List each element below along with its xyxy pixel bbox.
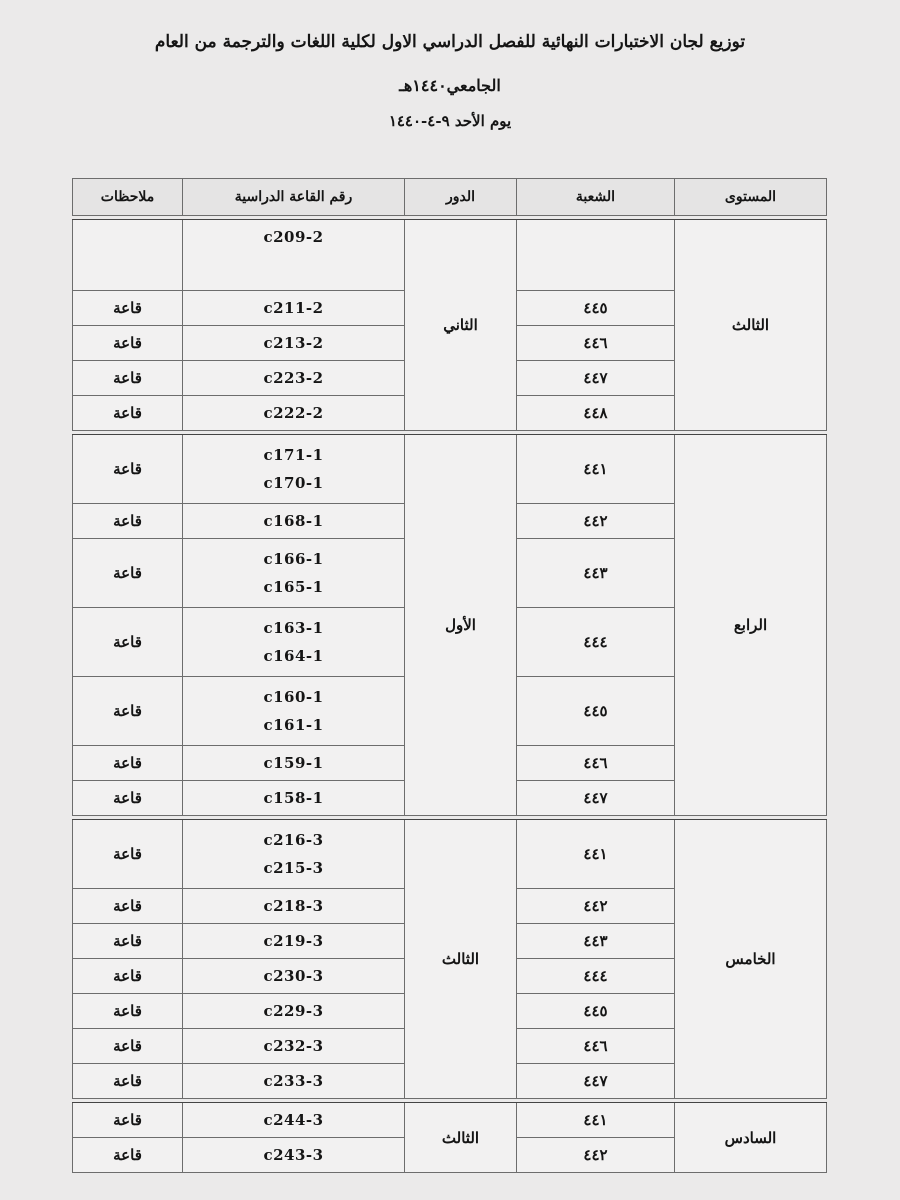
room-number-cell (183, 1138, 405, 1173)
room-list (183, 446, 404, 492)
room-number: 1-c159 (263, 754, 324, 772)
room-number-cell (183, 361, 405, 396)
room-list (183, 619, 404, 665)
room-number-cell (183, 1103, 405, 1138)
column-header-level: المستوى (675, 179, 827, 216)
title-line-3: يوم الأحد ٩-٤-١٤٤٠ (388, 112, 512, 130)
room-number: 3-c232 (263, 1037, 324, 1055)
room-number-cell (183, 1029, 405, 1064)
room-number: 3-c230 (263, 967, 324, 985)
room-list (183, 932, 404, 950)
room-number: 1-c170 (263, 474, 324, 492)
notes-cell: قاعة (73, 1064, 183, 1099)
room-list (183, 299, 404, 317)
room-list (183, 1111, 404, 1129)
room-number-cell (183, 396, 405, 431)
notes-cell: قاعة (73, 396, 183, 431)
notes-cell: قاعة (73, 959, 183, 994)
room-list (183, 831, 404, 877)
room-number: 2-c211 (263, 299, 324, 317)
section-number-cell: ٤٤٢ (517, 889, 675, 924)
section-number-cell: ٤٤٧ (517, 361, 675, 396)
level-cell: السادس (675, 1103, 827, 1173)
room-number: 2-c222 (263, 404, 324, 422)
room-number: 3-c229 (263, 1002, 324, 1020)
table-row (73, 1103, 827, 1138)
notes-cell: قاعة (73, 361, 183, 396)
room-number-cell (183, 994, 405, 1029)
room-number: 3-c215 (263, 859, 324, 877)
floor-cell: الأول (405, 435, 517, 816)
room-number-cell (183, 435, 405, 504)
room-number: 1-c163 (263, 619, 324, 637)
column-header-notes: ملاحظات (73, 179, 183, 216)
room-number-cell (183, 539, 405, 608)
section-number-cell: ٤٤٦ (517, 1029, 675, 1064)
section-number-cell: ٤٤١ (517, 820, 675, 889)
section-number-cell: ٤٤٤ (517, 959, 675, 994)
notes-cell (73, 220, 183, 291)
floor-cell: الثالث (405, 820, 517, 1099)
room-number-cell (183, 746, 405, 781)
room-list (183, 334, 404, 352)
room-list (183, 967, 404, 985)
room-number-cell (183, 959, 405, 994)
section-number-cell: ٤٤١ (517, 1103, 675, 1138)
room-number: 2-c223 (263, 369, 324, 387)
column-header-room: رقم القاعة الدراسية (183, 179, 405, 216)
room-list (183, 1072, 404, 1090)
room-number-cell (183, 889, 405, 924)
room-list (183, 550, 404, 596)
section-number-cell: ٤٤٤ (517, 608, 675, 677)
exam-schedule-table-wrapper (72, 178, 826, 1180)
room-number: 1-c164 (263, 647, 324, 665)
notes-cell: قاعة (73, 539, 183, 608)
room-number: 2-c213 (263, 334, 324, 352)
section-number-cell: ٤٤٥ (517, 994, 675, 1029)
notes-cell: قاعة (73, 1103, 183, 1138)
room-number: 1-c161 (263, 716, 324, 734)
room-number-cell (183, 677, 405, 746)
room-number-cell (183, 1064, 405, 1099)
room-number: 3-c219 (263, 932, 324, 950)
floor-cell: الثاني (405, 220, 517, 431)
room-number: 1-c168 (263, 512, 324, 530)
notes-cell: قاعة (73, 435, 183, 504)
header-row (73, 179, 827, 216)
table-row (73, 435, 827, 504)
room-list (183, 1002, 404, 1020)
room-number-cell (183, 781, 405, 816)
room-list (183, 897, 404, 915)
section-number-cell: ٤٤٦ (517, 326, 675, 361)
section-number-cell: ٤٤٥ (517, 677, 675, 746)
room-number: 3-c244 (263, 1111, 324, 1129)
table-row (73, 820, 827, 889)
section-number-cell: ٤٤٥ (517, 291, 675, 326)
room-number: 1-c171 (263, 446, 324, 464)
notes-cell: قاعة (73, 608, 183, 677)
room-number: 2-c209 (263, 228, 324, 246)
room-number-cell (183, 326, 405, 361)
room-number: 1-c158 (263, 789, 324, 807)
room-number-cell (183, 504, 405, 539)
notes-cell: قاعة (73, 1029, 183, 1064)
room-number-cell (183, 924, 405, 959)
exam-schedule-table (72, 178, 827, 1173)
notes-cell: قاعة (73, 820, 183, 889)
room-list (183, 369, 404, 387)
room-list (183, 404, 404, 422)
room-list (183, 1146, 404, 1164)
notes-cell: قاعة (73, 781, 183, 816)
room-list (183, 1037, 404, 1055)
room-number: 3-c216 (263, 831, 324, 849)
room-list (183, 789, 404, 807)
room-number-cell (183, 291, 405, 326)
room-list (183, 220, 404, 246)
title-line-2: الجامعي١٤٤٠هـ (399, 76, 501, 95)
room-list (183, 512, 404, 530)
room-list (183, 688, 404, 734)
room-number: 1-c160 (263, 688, 324, 706)
table-row (73, 220, 827, 291)
room-number-cell (183, 820, 405, 889)
room-number: 1-c165 (263, 578, 324, 596)
room-number-cell (183, 220, 405, 291)
notes-cell: قاعة (73, 994, 183, 1029)
table-body (73, 216, 827, 1173)
floor-cell: الثالث (405, 1103, 517, 1173)
room-number: 1-c166 (263, 550, 324, 568)
section-number-cell: ٤٤٢ (517, 504, 675, 539)
notes-cell: قاعة (73, 889, 183, 924)
room-list (183, 754, 404, 772)
title-line-1: توزيع لجان الاختبارات النهائية للفصل الدراسي الاول لكلية اللغات والترجمة من العام (154, 32, 746, 52)
room-number: 3-c233 (263, 1072, 324, 1090)
section-number-cell: ٤٤١ (517, 435, 675, 504)
room-number: 3-c243 (263, 1146, 324, 1164)
level-cell: الرابع (675, 435, 827, 816)
section-number-cell: ٤٤٧ (517, 781, 675, 816)
section-number-cell (517, 220, 675, 291)
room-number: 3-c218 (263, 897, 324, 915)
section-number-cell: ٤٤٣ (517, 924, 675, 959)
notes-cell: قاعة (73, 326, 183, 361)
section-number-cell: ٤٤٧ (517, 1064, 675, 1099)
section-number-cell: ٤٤٦ (517, 746, 675, 781)
notes-cell: قاعة (73, 504, 183, 539)
column-header-floor: الدور (405, 179, 517, 216)
notes-cell: قاعة (73, 746, 183, 781)
notes-cell: قاعة (73, 924, 183, 959)
section-number-cell: ٤٤٢ (517, 1138, 675, 1173)
notes-cell: قاعة (73, 291, 183, 326)
column-header-section: الشعبة (517, 179, 675, 216)
level-cell: الثالث (675, 220, 827, 431)
section-number-cell: ٤٤٣ (517, 539, 675, 608)
notes-cell: قاعة (73, 677, 183, 746)
notes-cell: قاعة (73, 1138, 183, 1173)
level-cell: الخامس (675, 820, 827, 1099)
room-number-cell (183, 608, 405, 677)
section-number-cell: ٤٤٨ (517, 396, 675, 431)
